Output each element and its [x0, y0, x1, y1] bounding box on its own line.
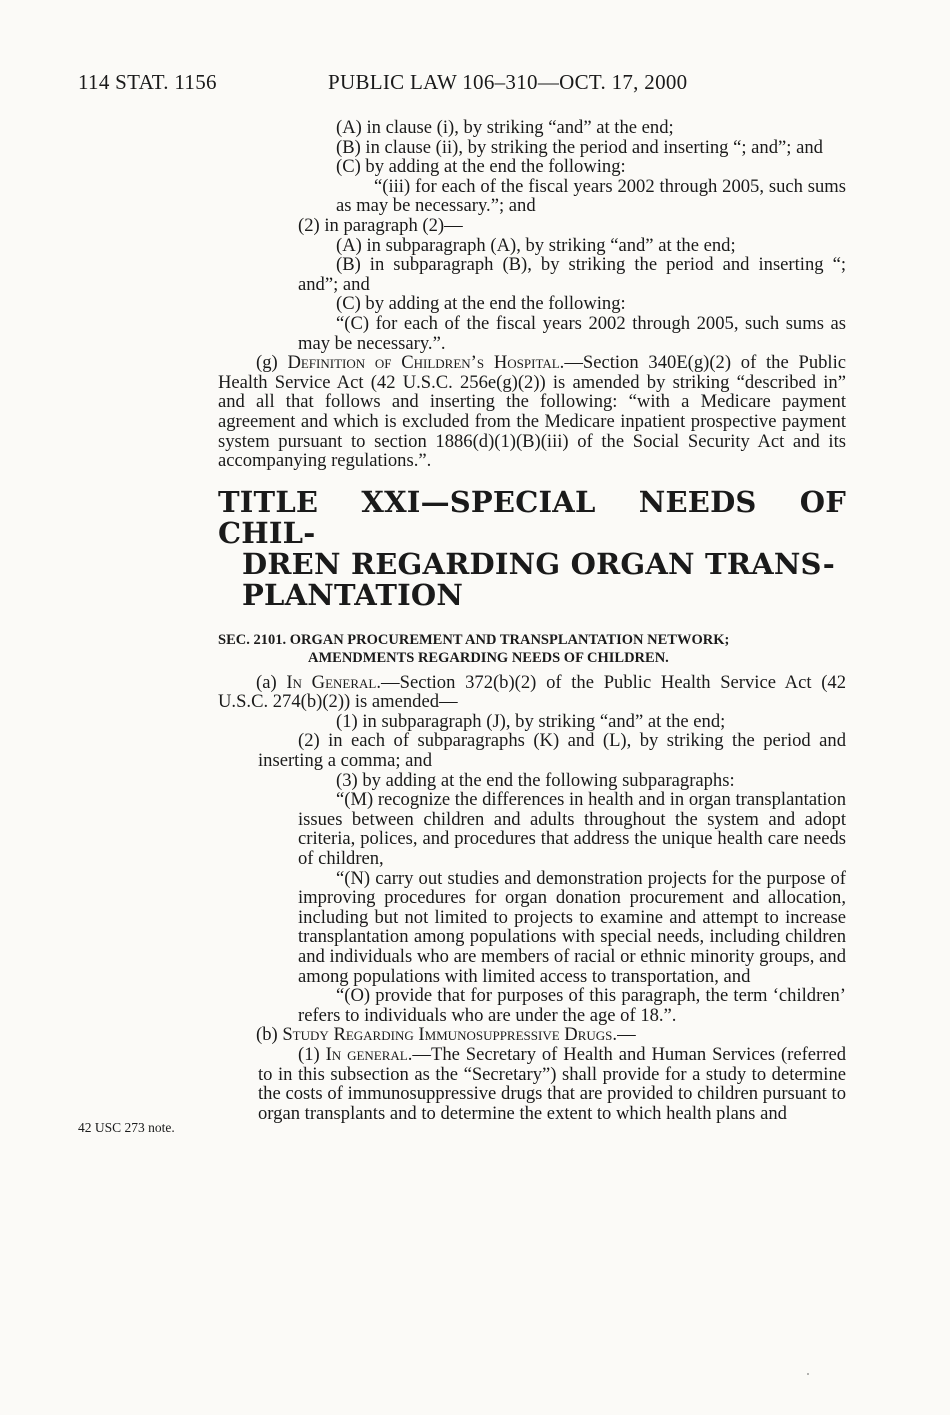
subsection-a-item-1: (1) in subparagraph (J), by striking “and” at the end; — [336, 710, 726, 732]
running-head: PUBLIC LAW 106–310—OCT. 17, 2000 — [328, 70, 688, 94]
clause-a: (A) in clause (i), by striking “and” at the end; — [336, 117, 674, 138]
subsection-b-label: (b) — [256, 1024, 278, 1046]
subsection-b-item-1 — [218, 1045, 846, 1123]
subparagraph-a: (A) in subparagraph (A), by striking “and” at the end; — [336, 234, 736, 256]
paragraph-2: (2) in paragraph (2)— — [298, 214, 463, 236]
clause-b: (B) in clause (ii), by striking the period and inserting “; and”; and — [336, 136, 823, 158]
subsection-b — [218, 1025, 846, 1045]
title-line-1: TITLE XXI—SPECIAL NEEDS OF CHIL- — [218, 484, 846, 550]
subparagraph-b: (B) in subparagraph (B), by striking the period and inserting “; and”; and — [298, 254, 846, 295]
subparagraph-c: (C) by adding at the end the following: — [336, 293, 626, 315]
quoted-subparagraph-c: “(C) for each of the fiscal years 2002 through 2005, such sums as may be necessary.”. — [298, 312, 846, 354]
subsection-a-heading: In General. — [286, 671, 382, 693]
subsection-a-item-3: (3) by adding at the end the following subparagraphs: — [336, 769, 735, 791]
subsection-b-dash: — — [617, 1024, 636, 1046]
subsection-b-item-1-label: (1) — [298, 1043, 320, 1065]
scan-speck — [807, 1373, 809, 1375]
section-g-heading: Definition of Children’s Hospital. — [287, 352, 565, 374]
subsection-a-label: (a) — [256, 671, 277, 693]
clause-c: (C) by adding at the end the following: — [336, 156, 626, 178]
section-g-text: —Section 340E(g)(2) of the Public Health Service Act (42 U.S.C. 256e(g)(2)) is amended by striking “described in” and all that follows and inserting the following: “with a Medicare payment agreement and which is excluded from the Medicare inpatient prospective payment system pursuant to section 1886(d)(1)(B)(iii) of the Social Security Act and its accompanying regulations.”. — [218, 352, 846, 472]
title-heading — [218, 484, 846, 612]
subsection-a-item-2: (2) in each of subparagraphs (K) and (L), by striking the period and inserting a comma; and — [258, 730, 846, 772]
subsection-b-item-1-text: —The Secretary of Health and Human Services (referred to in this subsection as the “Secretary”) shall provide for a study to determine the costs of immunosuppressive drugs that are provided to children pursuant to organ transplants and to determine the extent to which health plans and — [258, 1043, 846, 1124]
section-heading-line-2: AMENDMENTS REGARDING NEEDS OF CHILDREN. — [308, 649, 669, 666]
section-heading-line-1: SEC. 2101. ORGAN PROCUREMENT AND TRANSPLANTATION NETWORK; — [218, 631, 730, 648]
title-line-3: PLANTATION — [242, 577, 464, 612]
section-g-label: (g) — [256, 352, 278, 374]
margin-note: 42 USC 273 note. — [78, 1120, 175, 1135]
subsection-a-text: —Section 372(b)(2) of the Public Health Service Act (42 U.S.C. 274(b)(2)) is amended— — [218, 671, 847, 713]
subsection-a — [218, 673, 846, 712]
document-body — [218, 118, 846, 1123]
subsection-b-item-1-heading: In general. — [325, 1043, 413, 1065]
quoted-n: “(N) carry out studies and demonstration projects for the purpose of improving procedures for organ donation procurement and allocation, including but not limited to projects to examine and attempt to increase transplantation among populations with special needs, including children and individuals who are members of racial or ethnic minority groups, and among populations with limited access to transportation, and — [298, 867, 846, 987]
section-heading — [218, 631, 846, 667]
quoted-m: “(M) recognize the differences in health and in organ transplantation issues between children and adults throughout the system and adopt criteria, polices, and procedures that address the unique health care needs of children, — [298, 789, 846, 870]
subsection-b-heading: Study Regarding Immunosuppressive Drugs. — [282, 1024, 618, 1046]
page-reference: 114 STAT. 1156 — [78, 70, 217, 94]
quoted-clause-iii: “(iii) for each of the fiscal years 2002 through 2005, such sums as may be necessary.”; and — [336, 175, 846, 217]
quoted-o: “(O) provide that for purposes of this paragraph, the term ‘children’ refers to individuals who are under the age of 18.”. — [298, 985, 846, 1026]
title-line-2: DREN REGARDING ORGAN TRANS- — [242, 546, 835, 581]
section-g — [218, 353, 846, 471]
